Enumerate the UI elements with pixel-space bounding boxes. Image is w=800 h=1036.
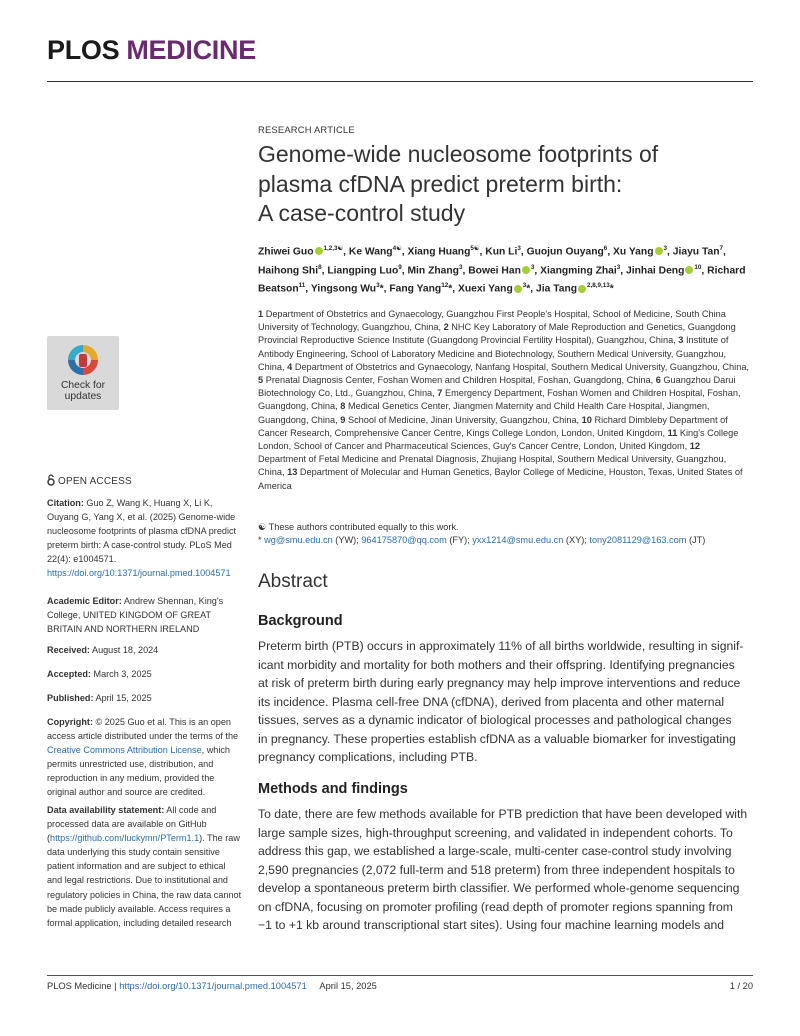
article-title: Genome-wide nucleosome footprints of plasma cfDNA predict preterm birth: A case-control study (258, 141, 659, 226)
correspondence-marker: * (258, 535, 265, 546)
background-heading: Background (258, 613, 343, 629)
affiliation-number: 4 (287, 361, 293, 372)
abstract-heading: Abstract (258, 571, 328, 592)
affiliation-text: NHC Key Laboratory of Male Reproduction and Genetics, Guangdong Provincial Reproductive Science Institute (Guangdong Provincial Fertility Hospital), Guangzhou, China, (258, 322, 736, 346)
author-name[interactable]: Jinhai Deng (626, 265, 685, 277)
methods-heading: Methods and findings (258, 781, 408, 797)
affiliation-number: 13 (287, 467, 298, 478)
author-name[interactable]: Fang Yang (389, 283, 442, 295)
check-for-updates-badge[interactable] (47, 336, 119, 410)
footer-date: April 15, 2025 (319, 981, 377, 991)
author-name[interactable]: Guojun Ouyang (526, 246, 604, 258)
citation-block: Citation: Guo Z, Wang K, Huang X, Li K, Ouyang G, Yang X, et al. (2025) Genome-wide nucleosome footprints of plasma cfDNA predict preterm birth: A case-control study. PLoS Med 22(4): e1004571. https://doi.org/10.1371/journal.pmed.1004571 (47, 498, 237, 579)
affiliations (258, 308, 750, 493)
affiliation-text: Richard Dimbleby Department of Cancer Research, Comprehensive Cancer Centre, Kings College London, London, United Kingdom, (258, 414, 728, 438)
author-affiliation-marker: 4☯ (392, 245, 402, 252)
github-link[interactable]: https://github.com/luckymn/PTerm1.1 (50, 833, 200, 844)
affiliation-text: Department of Molecular and Human Genetics, Baylor College of Medicine, Houston, Texas, United States of America (258, 467, 743, 491)
email-owner: (XY); (563, 535, 587, 546)
page-number: 1 / 20 (729, 981, 753, 991)
author-name[interactable]: Xu Yang (613, 246, 654, 258)
author-name[interactable]: Haihong Shi (258, 265, 319, 277)
author-notes (258, 521, 750, 548)
author-name[interactable]: Jia Tang (536, 283, 578, 295)
check-updates-label: Check for updates (60, 380, 106, 402)
accepted-date: Accepted: March 3, 2025 (47, 669, 152, 679)
affiliation-number: 9 (340, 414, 346, 425)
orcid-icon[interactable] (655, 247, 663, 255)
orcid-icon[interactable] (514, 285, 522, 293)
orcid-icon[interactable] (315, 247, 323, 255)
email-link[interactable]: yxx1214@smu.edu.cn (472, 535, 564, 546)
affiliation-number: 5 (258, 375, 264, 386)
affiliation-text: Department of Fetal Medicine and Prenatal Diagnosis, Zhujiang Hospital, Southern Medical University, Guangzhou, China, (258, 454, 727, 478)
email-link[interactable]: 964175870@qq.com (361, 535, 447, 546)
affiliation-number: 7 (437, 388, 443, 399)
author-affiliation-marker: 10 (694, 263, 702, 271)
orcid-icon[interactable] (685, 266, 693, 274)
affiliation-text: King's College London, School of Cancer and Pharmaceutical Sciences, Guy's Cancer Centre, London, United Kingdom, (258, 427, 739, 452)
affiliation-text: Medical Genetics Center, Jiangmen Maternity and Child Health Care Hospital, Jiangmen, Guangdong, China, (258, 401, 710, 425)
journal-logo[interactable] (47, 34, 256, 66)
orcid-icon[interactable] (578, 285, 586, 293)
affiliation-text: School of Medicine, Jinan University, Guangzhou, China, (347, 414, 580, 425)
author-name[interactable]: Xiangming Zhai (540, 265, 617, 277)
affiliation-text: Department of Obstetrics and Gynaecology, Guangzhou First People's Hospital, School of Medicine, South China University of Technology, Guangzhou, China, (258, 309, 726, 333)
page-footer (47, 981, 377, 991)
citation-doi-link[interactable]: https://doi.org/10.1371/journal.pmed.1004571 (47, 568, 231, 579)
author-name[interactable]: Xuexi Yang (457, 283, 513, 295)
author-affiliation-marker: 3 (522, 282, 527, 290)
corresponding-author-marker: * (526, 283, 531, 295)
affiliation-number: 12 (689, 441, 701, 452)
author-affiliation-marker: 3 (530, 263, 535, 271)
footer-journal: PLOS Medicine | (47, 981, 120, 991)
author-name[interactable]: Kun Li (485, 246, 518, 258)
correspondence-emails (258, 534, 750, 547)
affiliation-number: 6 (655, 375, 661, 386)
affiliation-number: 10 (581, 414, 592, 425)
affiliation-text: Prenatal Diagnosis Center, Foshan Women and Children Hospital, Foshan, Guangdong, China, (265, 375, 654, 386)
author-affiliation-marker: 9 (398, 263, 402, 271)
author-name[interactable]: Min Zhang (407, 265, 459, 277)
check-updates-icon (65, 342, 101, 378)
academic-editor: Academic Editor: Andrew Shennan, King's College, UNITED KINGDOM OF GREAT BRITAIN AND NORTHERN IRELAND (47, 596, 224, 635)
author-name[interactable]: Jiayu Tan (672, 246, 720, 258)
author-affiliation-marker: 6 (603, 245, 608, 252)
author-affiliation-marker: 3 (517, 245, 521, 252)
author-name[interactable]: Xiang Huang (407, 246, 471, 258)
received-date: Received: August 18, 2024 (47, 645, 159, 655)
open-access-icon (47, 474, 55, 486)
published-date: Published: April 15, 2025 (47, 693, 152, 703)
corresponding-author-marker: * (448, 283, 453, 295)
orcid-icon[interactable] (522, 266, 530, 274)
affiliation-number: 3 (678, 335, 684, 346)
corresponding-author-marker: * (609, 283, 614, 295)
email-link[interactable]: wg@smu.edu.cn (264, 535, 333, 546)
email-owner: (YW); (332, 535, 359, 546)
author-affiliation-marker: 11 (298, 282, 306, 290)
affiliation-text: Emergency Department, Foshan Women and Children Hospital, Foshan, Guangdong, China, (258, 388, 741, 412)
journal-name-plos: PLOS (47, 35, 120, 65)
author-affiliation-marker: 1,2,3☯ (323, 245, 344, 252)
article-type: RESEARCH ARTICLE (258, 124, 355, 135)
author-affiliation-marker: 5☯ (470, 245, 480, 252)
author-name[interactable]: Ke Wang (348, 246, 393, 258)
author-affiliation-marker: 7 (719, 245, 723, 252)
affiliation-number: 2 (443, 322, 449, 333)
affiliation-text: Department of Obstetrics and Gynaecology, Nanfang Hospital, Southern Medical University, Guangzhou, China, (294, 361, 749, 372)
email-owner: (JT) (686, 535, 706, 546)
footer-divider (47, 975, 753, 976)
affiliation-text: Guangzhou Darui Biotechnology Co, Ltd., Guangzhou, China, (258, 375, 736, 399)
author-list: Zhiwei Guo $^{1,2,3☯}$, Ke Wang$^{4☯}$, Xiang Huang$^{5☯}$, Kun Li$^3$, Guojun Ouyang$^6$, Xu Yang $^3$, Jiayu Tan$^7$, Haihong Shi$^8$, Liangping Luo$^9$, Min Zhang$^3$, Bowei Han $^3$, Xiangming Zhai$^3$, Jinhai Deng $^{10}$, Richard Beatson$^{11}$, Yingsong Wu$^3$*, Fang Yang$^{12}$*, Xuexi Yang $^3$*, Jia Tang $^{2,8,9,13}$* (258, 245, 746, 295)
journal-name-medicine: MEDICINE (126, 35, 256, 65)
background-paragraph: Preterm birth (PTB) occurs in approximately 11% of all births worldwide, resulting in signif- icant morbidity and mortality for both mothers and their offspring. Identifying pregnancies at risk of preterm birth during early pregnancy may help improve interventions and reduce its incidence. Plasma cell-free DNA (cfDNA), derived from placenta and other maternal tissues, serves as a dynamic indicator of biological processes and pathological changes in pregnancy. These properties establish cfDNA as a valuable biomarker for investigating pregnancy complications, including PTB. (258, 639, 744, 764)
author-affiliation-marker: 3 (376, 282, 380, 290)
header-divider (47, 81, 753, 82)
cc-license-link[interactable]: Creative Commons Attribution License (47, 745, 202, 756)
email-owner: (FY); (446, 535, 470, 546)
author-affiliation-marker: 2,8,9,13 (587, 282, 610, 290)
author-name[interactable]: Liangping Luo (327, 265, 399, 277)
author-affiliation-marker: 8 (318, 263, 322, 271)
methods-paragraph: To date, there are few methods available for PTB prediction that have been developed with large sample sizes, high-throughput screening, and validated in independent cohorts. To address this gap, we established a large-scale, multi-center case-control study involving 2,590 pregnancies (2,072 full-term and 518 preterm) from three independent hospitals to develop a spontaneous preterm birth classifier. We performed whole-genome sequencing on cfDNA, focusing on promoter profiling (read depth of promoter regions spanning from −1 to +1 kb around transcriptional start sites). Using four machine learning models and (258, 807, 748, 932)
copyright-block: Copyright: © 2025 Guo et al. This is an open access article distributed under the terms of the Creative Commons Attribution License, which permits unrestricted use, distribution, and reproduction in any medium, provided the original author and source are credited. (47, 717, 239, 798)
footer-doi-link[interactable]: https://doi.org/10.1371/journal.pmed.1004571 (119, 981, 307, 991)
author-affiliation-marker: 3 (616, 263, 621, 271)
equal-contribution-note: ☯ These authors contributed equally to this work. (258, 522, 459, 532)
author-affiliation-marker: 12 (441, 282, 449, 290)
corresponding-author-marker: * (379, 283, 384, 295)
affiliation-text: Institute of Antibody Engineering, School of Laboratory Medicine and Biotechnology, Southern Medical University, Guangzhou, China, (258, 335, 729, 372)
affiliation-number: 11 (667, 427, 678, 438)
data-availability-block: Data availability statement: All code and processed data are available on GitHub (https://github.com/luckymn/PTerm1.1). The raw data underlying this study contain sensitive patient information and are subject to ethical and legal restrictions. Due to institutional and regulatory policies in China, the raw data cannot be made publicly available. Access requires a formal application, including detailed research (47, 805, 242, 928)
author-affiliation-marker: 3 (663, 245, 668, 252)
open-access-label: OPEN ACCESS (58, 476, 132, 487)
author-name[interactable]: Bowei Han (468, 265, 521, 277)
author-name[interactable]: Zhiwei Guo (258, 246, 314, 258)
affiliation-number: 1 (258, 309, 264, 319)
affiliation-number: 8 (340, 401, 346, 412)
author-name[interactable]: Richard Beatson (258, 265, 746, 295)
author-name[interactable]: Yingsong Wu (310, 283, 377, 295)
author-affiliation-marker: 3 (458, 263, 463, 271)
email-link[interactable]: tony2081129@163.com (589, 535, 687, 546)
